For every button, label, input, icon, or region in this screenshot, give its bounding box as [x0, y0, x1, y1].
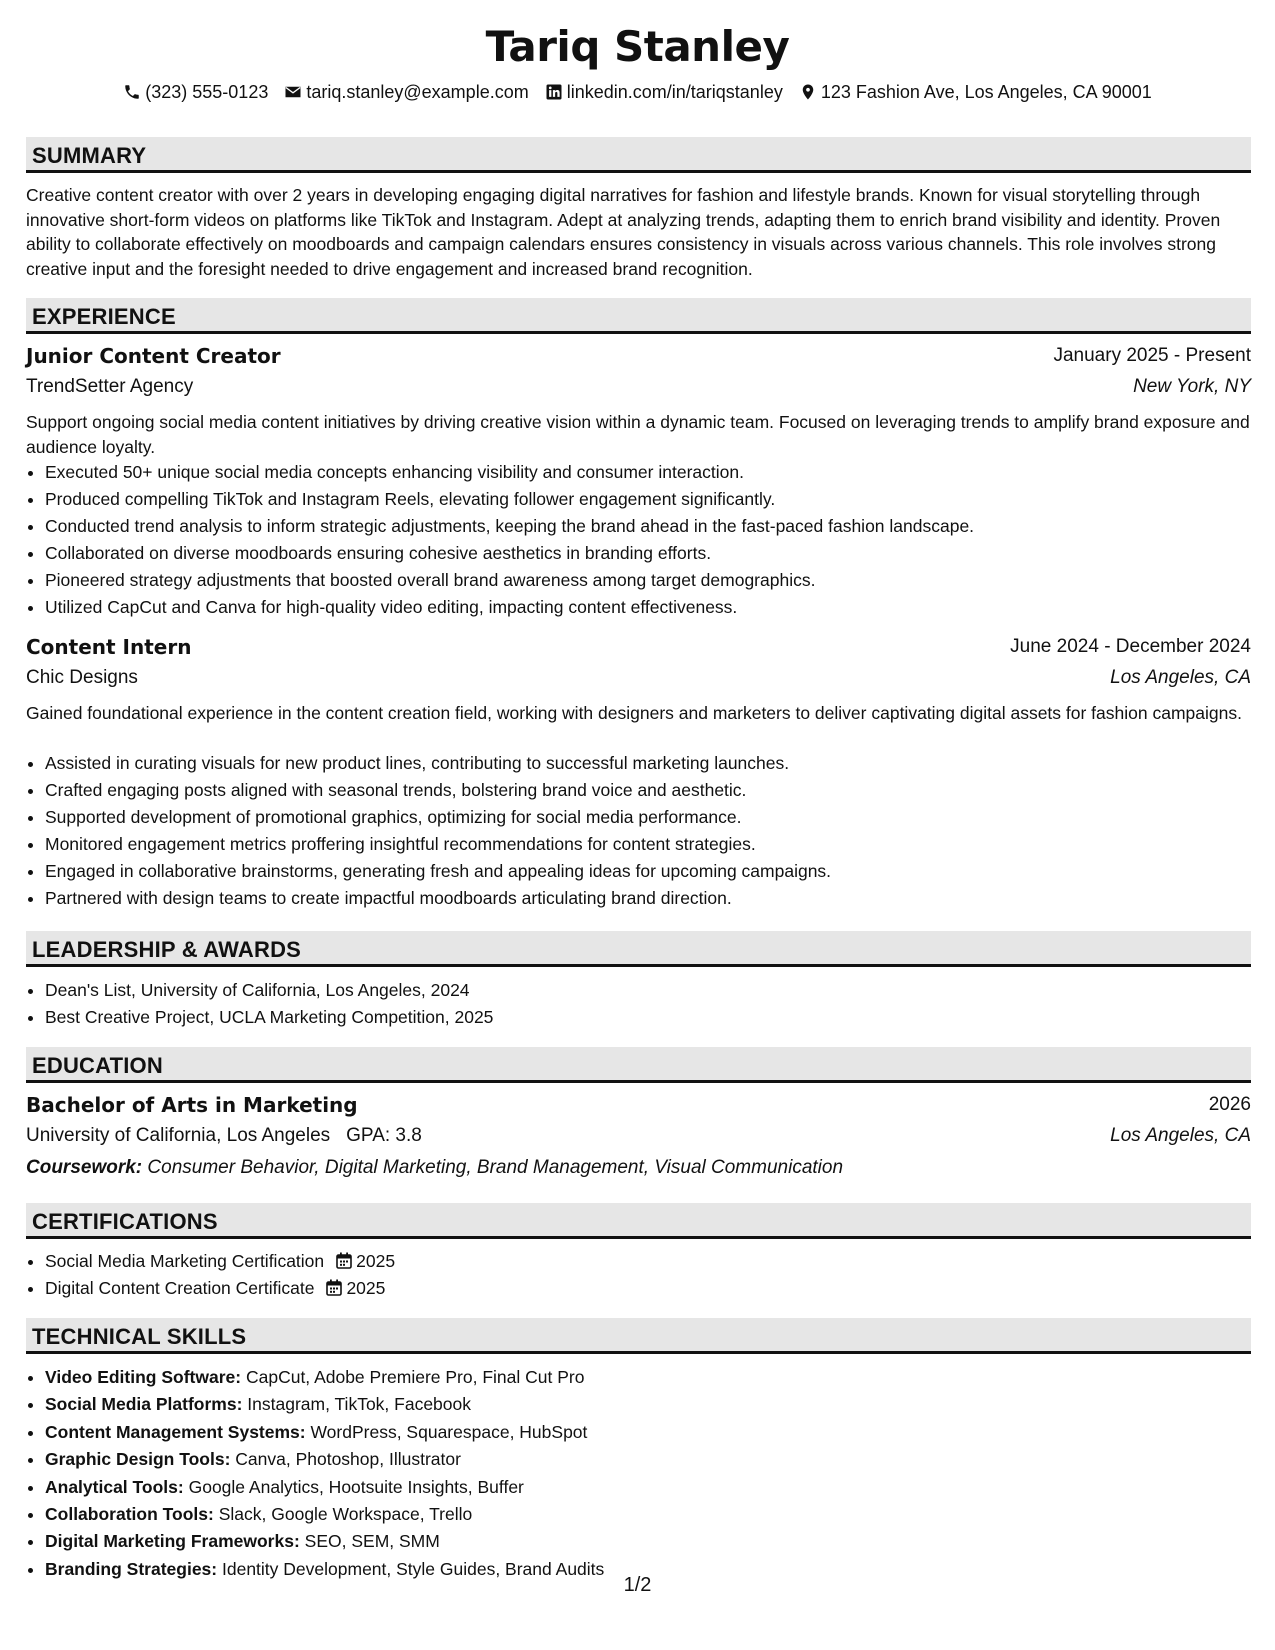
degree-title: Bachelor of Arts in Marketing: [26, 1093, 358, 1117]
section-title: SUMMARY: [32, 143, 147, 168]
job-bullet: • Monitored engagement metrics proffering insightful recommendations for content strategies.: [45, 831, 1251, 858]
candidate-name: Tariq Stanley: [485, 22, 790, 71]
job-bullet: • Partnered with design teams to create impactful moodboards articulating brand direction.: [45, 885, 1251, 912]
job-bullet: • Utilized CapCut and Canva for high-quality video editing, impacting content effectiveness.: [45, 594, 1251, 621]
skill-value: Identity Development, Style Guides, Brand Audits: [222, 1558, 605, 1579]
address-text: 123 Fashion Ave, Los Angeles, CA 90001: [820, 81, 1152, 102]
skill-label: Analytical Tools:: [45, 1476, 184, 1497]
job-location: New York, NY: [1133, 376, 1251, 397]
skill-label: Digital Marketing Frameworks:: [45, 1531, 300, 1552]
contact-phone[interactable]: [123, 82, 268, 103]
job-dates: January 2025 - Present: [1053, 345, 1251, 366]
job-bullet: • Crafted engaging posts aligned with seasonal trends, bolstering brand voice and aesthetic.: [45, 777, 1251, 804]
skill-item: [45, 1391, 1251, 1418]
certification-name: Digital Content Creation Certificate: [45, 1278, 315, 1298]
certification-year: 2025: [346, 1278, 386, 1298]
section-header-experience: [26, 298, 1251, 334]
job-bullet-list: [26, 459, 1251, 621]
skill-label: Social Media Platforms:: [45, 1394, 243, 1415]
coursework: [26, 1155, 843, 1181]
school-name: University of California, Los Angeles: [26, 1125, 331, 1146]
section-title: LEADERSHIP & AWARDS: [32, 937, 302, 962]
map-pin-icon: [799, 83, 817, 101]
skill-value: Canva, Photoshop, Illustrator: [235, 1449, 461, 1470]
contact-email[interactable]: [284, 82, 528, 103]
school-line: [26, 1123, 422, 1149]
award-item: • Best Creative Project, UCLA Marketing Competition, 2025: [45, 1004, 1251, 1031]
skills-list: [26, 1364, 1251, 1583]
job-description: Gained foundational experience in the content creation field, working with designers and marketers to deliver captivating digital assets for fashion campaigns.: [26, 703, 1242, 723]
job-bullet: • Assisted in curating visuals for new product lines, contributing to successful marketing launches.: [45, 750, 1251, 777]
job-bullet: • Engaged in collaborative brainstorms, generating fresh and appealing ideas for upcoming campaigns.: [45, 858, 1251, 885]
skill-value: Instagram, TikTok, Facebook: [247, 1394, 472, 1415]
contact-address: [799, 82, 1152, 103]
job-bullet: • Collaborated on diverse moodboards ensuring cohesive aesthetics in branding efforts.: [45, 540, 1251, 567]
graduation-year: 2026: [1208, 1094, 1251, 1115]
job-bullet: • Conducted trend analysis to inform strategic adjustments, keeping the brand ahead in the fast-paced fashion landscape.: [45, 513, 1251, 540]
skill-item: [45, 1419, 1251, 1446]
calendar-icon: [336, 1252, 352, 1269]
coursework-list: Consumer Behavior, Digital Marketing, Brand Management, Visual Communication: [147, 1157, 844, 1178]
skill-label: Collaboration Tools:: [45, 1504, 214, 1525]
awards-list: [26, 977, 1251, 1031]
section-header-certifications: [26, 1203, 1251, 1239]
job-dates: June 2024 - December 2024: [1010, 636, 1251, 657]
skill-label: Branding Strategies:: [45, 1558, 218, 1579]
skill-value: Slack, Google Workspace, Trello: [218, 1504, 473, 1525]
section-title: EDUCATION: [32, 1053, 163, 1078]
skill-value: WordPress, Squarespace, HubSpot: [310, 1421, 588, 1442]
job-company: Chic Designs: [26, 667, 138, 688]
skill-value: SEO, SEM, SMM: [304, 1531, 440, 1552]
award-item: • Dean's List, University of California, Los Angeles, 2024: [45, 977, 1251, 1004]
gpa: GPA: 3.8: [346, 1125, 422, 1146]
job-company: TrendSetter Agency: [26, 376, 194, 397]
section-title: EXPERIENCE: [32, 304, 176, 329]
job-title: Junior Content Creator: [26, 344, 281, 368]
section-title: CERTIFICATIONS: [32, 1209, 218, 1234]
email-text: tariq.stanley@example.com: [306, 81, 529, 102]
coursework-label: Coursework:: [26, 1157, 143, 1178]
skill-value: Google Analytics, Hootsuite Insights, Buffer: [188, 1476, 524, 1497]
skill-label: Graphic Design Tools:: [45, 1449, 231, 1470]
section-header-education: [26, 1047, 1251, 1083]
envelope-icon: [284, 83, 302, 101]
skill-item: [45, 1446, 1251, 1473]
skill-item: [45, 1501, 1251, 1528]
certification-item: [45, 1275, 1251, 1302]
job-bullet: • Supported development of promotional graphics, optimizing for social media performance.: [45, 804, 1251, 831]
calendar-icon: [326, 1279, 342, 1296]
section-header-skills: [26, 1318, 1251, 1354]
skill-item: [45, 1528, 1251, 1555]
job-bullet: • Executed 50+ unique social media concepts enhancing visibility and consumer interaction.: [45, 459, 1251, 486]
contact-linkedin[interactable]: [545, 82, 783, 103]
skill-item: [45, 1364, 1251, 1391]
skill-value: CapCut, Adobe Premiere Pro, Final Cut Pro: [245, 1367, 585, 1387]
job-title: Content Intern: [26, 635, 192, 659]
job-location: Los Angeles, CA: [1110, 667, 1251, 688]
job-bullet: • Pioneered strategy adjustments that boosted overall brand awareness among target demographics.: [45, 567, 1251, 594]
contact-bar: [0, 77, 1275, 107]
skill-label: Video Editing Software:: [45, 1367, 242, 1387]
linkedin-text: linkedin.com/in/tariqstanley: [566, 81, 783, 102]
school-location: Los Angeles, CA: [1110, 1125, 1251, 1146]
certification-year: 2025: [356, 1251, 396, 1271]
section-header-leadership: [26, 931, 1251, 967]
certification-item: [45, 1248, 1251, 1275]
linkedin-icon: [545, 83, 563, 101]
certifications-list: [26, 1248, 1251, 1302]
skill-label: Content Management Systems:: [45, 1421, 306, 1442]
phone-text: (323) 555-0123: [145, 81, 269, 102]
section-header-summary: [26, 137, 1251, 173]
job-description: Support ongoing social media content initiatives by driving creative vision within a dynamic team. Focused on leveraging trends to amplify brand exposure and audience loyalty.: [26, 412, 1250, 457]
job-bullet-list: [26, 750, 1251, 912]
summary-text: Creative content creator with over 2 years in developing engaging digital narratives for fashion and lifestyle brands. Known for visual storytelling through innovative short-form videos on platforms like TikTok and Instagram. Adept at analyzing trends, adapting them to enrich brand visibility and identity. Proven ability to collaborate effectively on moodboards and campaign calendars ensures consistency in visuals across various channels. This role involves strong creative input and the foresight needed to drive engagement and increased brand recognition.: [26, 185, 1221, 279]
section-title: TECHNICAL SKILLS: [32, 1324, 247, 1349]
skill-item: [45, 1474, 1251, 1501]
certification-name: Social Media Marketing Certification: [45, 1251, 325, 1271]
phone-icon: [123, 83, 141, 101]
page-number: 1/2: [623, 1574, 652, 1596]
job-bullet: • Produced compelling TikTok and Instagram Reels, elevating follower engagement significantly.: [45, 486, 1251, 513]
